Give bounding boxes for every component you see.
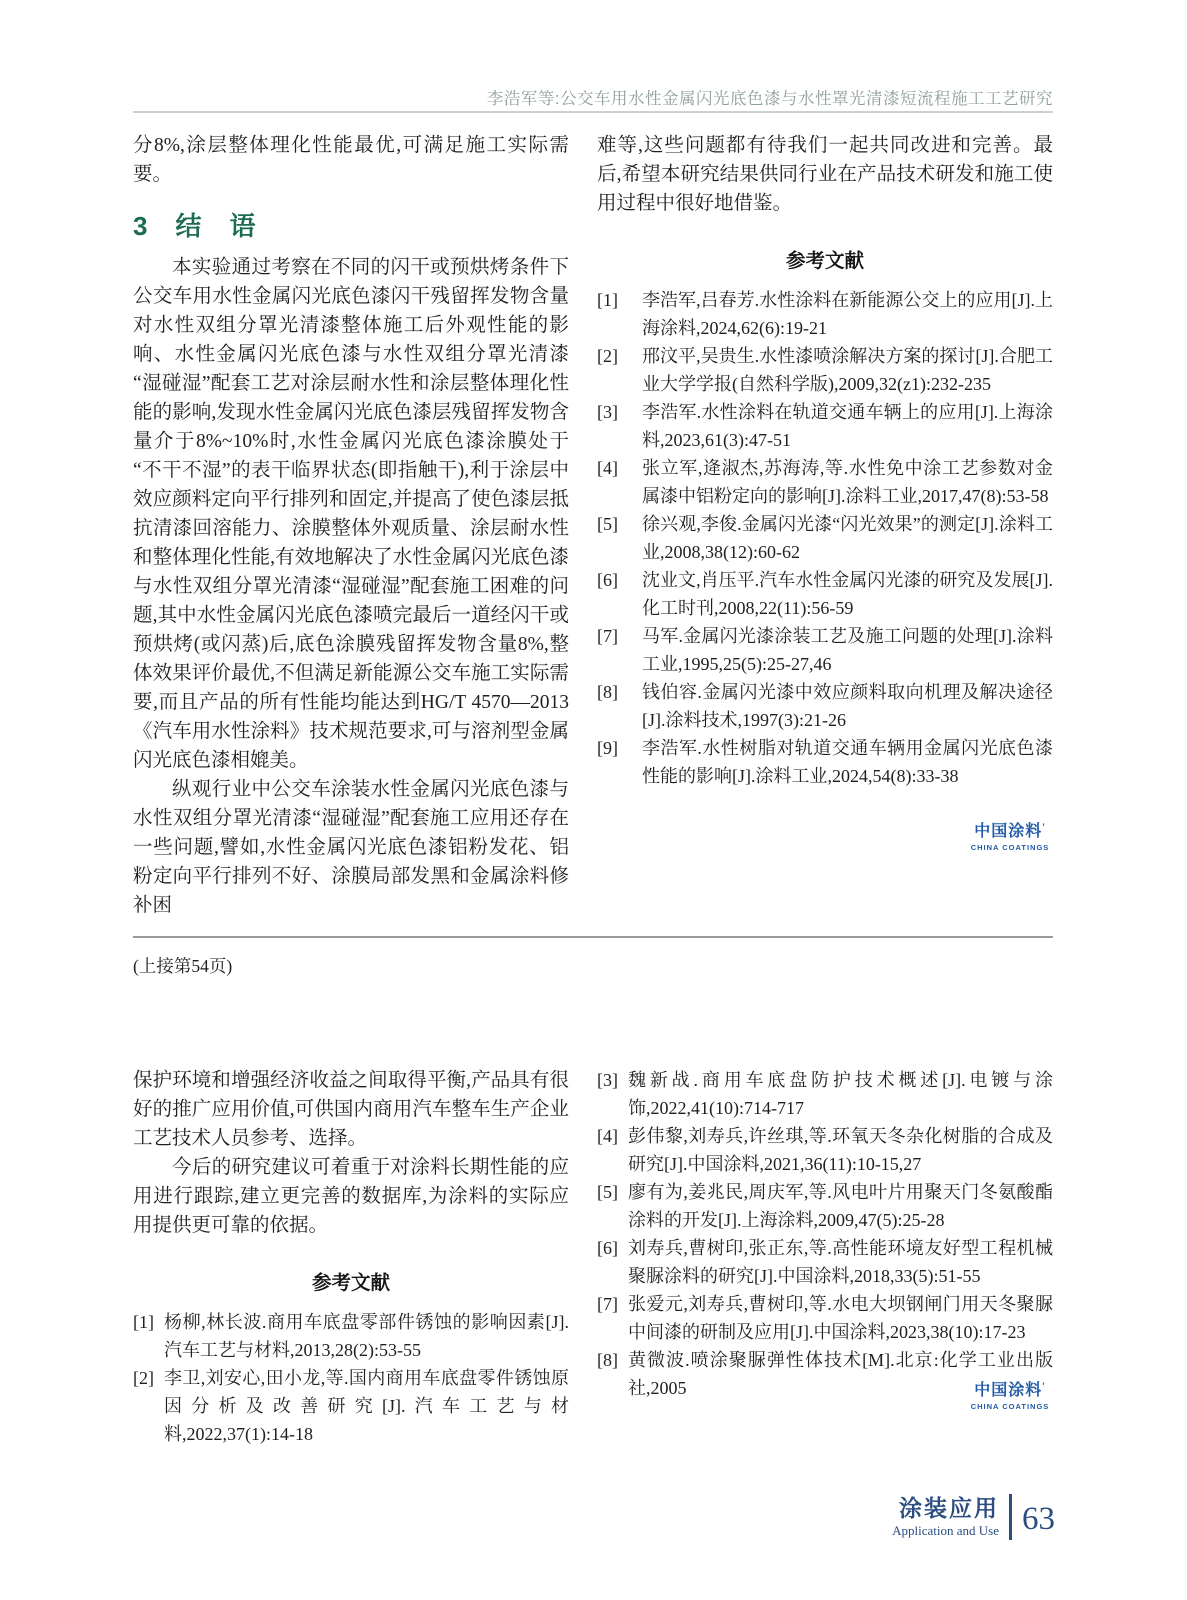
reference-text: 李浩军.水性树脂对轨道交通车辆用金属闪光底色漆性能的影响[J].涂料工业,2024,54(8):33-38 <box>642 738 1053 786</box>
reference-number: [6] <box>597 1238 618 1258</box>
reference-text: 沈业文,肖压平.汽车水性金属闪光漆的研究及发展[J].化工时刊,2008,22(11):56-59 <box>642 570 1053 618</box>
reference-item <box>597 566 1053 622</box>
footer-section-labels <box>892 1495 999 1539</box>
body-paragraph: 今后的研究建议可着重于对涂料长期性能的应用进行跟踪,建立更完善的数据库,为涂料的实际应用提供更可靠的依据。 <box>133 1157 569 1236</box>
trademark-mark: ’ <box>1042 822 1046 832</box>
page-footer <box>892 1494 1055 1540</box>
logo-cn-text: 中国涂料’ <box>974 1381 1046 1399</box>
reference-text: 张爱元,刘寿兵,曹树印,等.水电大坝钢闸门用天冬聚脲中间漆的研制及应用[J].中国涂料,2023,38(10):17-23 <box>628 1294 1053 1342</box>
reference-number: [9] <box>597 738 618 758</box>
continuation-note: (上接第54页) <box>133 956 233 976</box>
reference-item <box>597 734 1053 790</box>
reference-number: [5] <box>597 514 618 534</box>
footer-divider-bar <box>1009 1494 1012 1540</box>
references-title: 参考文献 <box>311 1272 390 1294</box>
reference-item <box>597 286 1053 342</box>
reference-text: 黄微波.喷涂聚脲弹性体技术[M].北京:化学工业出版社,2005 <box>628 1350 1053 1398</box>
reference-number: [2] <box>597 346 618 366</box>
reference-item <box>597 1122 1053 1178</box>
reference-item <box>597 678 1053 734</box>
china-coatings-logo <box>967 823 1053 852</box>
body-paragraph: 保护环境和增强经济收益之间取得平衡,产品具有很好的推广应用价值,可供国内商用汽车整车生产企业工艺技术人员参考、选择。 <box>133 1070 569 1149</box>
reference-item <box>597 510 1053 566</box>
reference-item <box>597 398 1053 454</box>
logo-en-text: CHINA COATINGS <box>970 1401 1050 1411</box>
bottom-left-column <box>133 1066 569 1448</box>
reference-number: [6] <box>597 570 618 590</box>
reference-text: 张立军,逄淑杰,苏海涛,等.水性免中涂工艺参数对金属漆中铝粉定向的影响[J].涂料工业,2017,47(8):53-58 <box>642 458 1053 506</box>
article-continued <box>133 1066 1053 1448</box>
reference-text: 杨柳,林长波.商用车底盘零部件锈蚀的影响因素[J].汽车工艺与材料,2013,28(2):53-55 <box>164 1312 569 1360</box>
footer-section-en: Application and Use <box>892 1523 999 1539</box>
header-divider <box>133 111 1053 113</box>
reference-number: [4] <box>597 1126 618 1146</box>
references-list <box>133 1308 569 1448</box>
reference-text: 钱伯容.金属闪光漆中效应颜料取向机理及解决途径[J].涂料技术,1997(3):21-26 <box>642 682 1053 730</box>
body-paragraph: 纵观行业中公交车涂装水性金属闪光底色漆与水性双组分罩光清漆“湿碰湿”配套施工应用还存在一些问题,譬如,水性金属闪光底色漆铝粉发花、铝粉定向平行排列不好、涂膜局部发黑和金属涂料修补困 <box>133 779 569 916</box>
lead-paragraph: 分8%,涂层整体理化性能最优,可满足施工实际需要。 <box>133 135 569 185</box>
reference-item <box>597 1066 1053 1122</box>
logo-cn-text: 中国涂料’ <box>974 822 1046 840</box>
references-list <box>597 1066 1053 1402</box>
logo-en-text: CHINA COATINGS <box>970 842 1050 852</box>
running-head-title: 李浩军等:公交车用水性金属闪光底色漆与水性罩光清漆短流程施工工艺研究 <box>486 90 1053 108</box>
reference-item <box>133 1364 569 1448</box>
reference-text: 邢汶平,吴贵生.水性漆喷涂解决方案的探讨[J].合肥工业大学学报(自然科学版),2009,32(z1):232-235 <box>642 346 1053 394</box>
reference-number: [8] <box>597 1350 618 1370</box>
reference-item <box>597 1290 1053 1346</box>
reference-item <box>597 342 1053 398</box>
reference-number: [7] <box>597 1294 618 1314</box>
page-number: 63 <box>1022 1501 1055 1537</box>
reference-number: [3] <box>597 402 618 422</box>
section-divider <box>133 936 1053 938</box>
reference-text: 李浩军,吕春芳.水性涂料在新能源公交上的应用[J].上海涂料,2024,62(6):19-21 <box>642 290 1053 338</box>
reference-text: 马军.金属闪光漆涂装工艺及施工问题的处理[J].涂料工业,1995,25(5):25-27,46 <box>642 626 1053 674</box>
references-list <box>597 286 1053 790</box>
reference-text: 徐兴观,李俊.金属闪光漆“闪光效果”的测定[J].涂料工业,2008,38(12):60-62 <box>642 514 1053 562</box>
reference-text: 刘寿兵,曹树印,张正东,等.高性能环境友好型工程机械聚脲涂料的研究[J].中国涂料,2018,33(5):51-55 <box>628 1238 1053 1286</box>
trademark-mark: ’ <box>1042 1381 1046 1391</box>
references-title: 参考文献 <box>785 250 864 272</box>
section-heading-conclusion: 3 结 语 <box>133 211 257 241</box>
reference-number: [1] <box>597 290 618 310</box>
reference-number: [1] <box>133 1312 154 1332</box>
reference-number: [5] <box>597 1182 618 1202</box>
reference-text: 李卫,刘安心,田小龙,等.国内商用车底盘零件锈蚀原因分析及改善研究[J].汽车工艺与材料,2022,37(1):14-18 <box>164 1368 569 1444</box>
reference-item <box>597 1178 1053 1234</box>
reference-number: [8] <box>597 682 618 702</box>
top-left-column <box>133 131 569 920</box>
reference-text: 魏新战.商用车底盘防护技术概述[J].电镀与涂饰,2022,41(10):714-717 <box>628 1070 1053 1118</box>
reference-item <box>597 454 1053 510</box>
body-paragraph: 难等,这些问题都有待我们一起共同改进和完善。最后,希望本研究结果供同行业在产品技术研发和施工使用过程中很好地借鉴。 <box>597 135 1053 214</box>
reference-text: 李浩军.水性涂料在轨道交通车辆上的应用[J].上海涂料,2023,61(3):47-51 <box>642 402 1053 450</box>
reference-item <box>597 1234 1053 1290</box>
top-right-column <box>597 131 1053 920</box>
reference-text: 廖有为,姜兆民,周庆军,等.风电叶片用聚天门冬氨酸酯涂料的开发[J].上海涂料,2009,47(5):25-28 <box>628 1182 1053 1230</box>
reference-number: [4] <box>597 458 618 478</box>
reference-number: [3] <box>597 1070 618 1090</box>
reference-text: 彭伟黎,刘寿兵,许丝琪,等.环氧天冬杂化树脂的合成及研究[J].中国涂料,2021,36(11):10-15,27 <box>628 1126 1053 1174</box>
article-main <box>133 131 1053 920</box>
body-paragraph: 本实验通过考察在不同的闪干或预烘烤条件下公交车用水性金属闪光底色漆闪干残留挥发物含量对水性双组分罩光清漆整体施工后外观性能的影响、水性金属闪光底色漆与水性双组分罩光清漆“湿碰湿”配套工艺对涂层耐水性和涂层整体理化性能的影响,发现水性金属闪光底色漆层残留挥发物含量介于8%~10%时,水性金属闪光底色漆涂膜处于“不干不湿”的表干临界状态(即指触干),利于涂层中效应颜料定向平行排列和固定,并提高了使色漆层抵抗清漆回溶能力、涂膜整体外观质量、涂层耐水性和整体理化性能,有效地解决了水性金属闪光底色漆与水性双组分罩光清漆“湿碰湿”配套施工困难的问题,其中水性金属闪光底色漆喷完最后一道经闪干或预烘烤(或闪蒸)后,底色涂膜残留挥发物含量8%,整体效果评价最优,不但满足新能源公交车施工实际需要,而且产品的所有性能均能达到HG/T 4570—2013《汽车用水性涂料》技术规范要求,可与溶剂型金属闪光底色漆相媲美。 <box>133 257 569 771</box>
reference-number: [2] <box>133 1368 154 1388</box>
bottom-right-column <box>597 1066 1053 1448</box>
footer-section-cn: 涂装应用 <box>899 1494 999 1521</box>
reference-number: [7] <box>597 626 618 646</box>
reference-item <box>133 1308 569 1364</box>
reference-item <box>597 622 1053 678</box>
china-coatings-logo <box>967 1382 1053 1411</box>
